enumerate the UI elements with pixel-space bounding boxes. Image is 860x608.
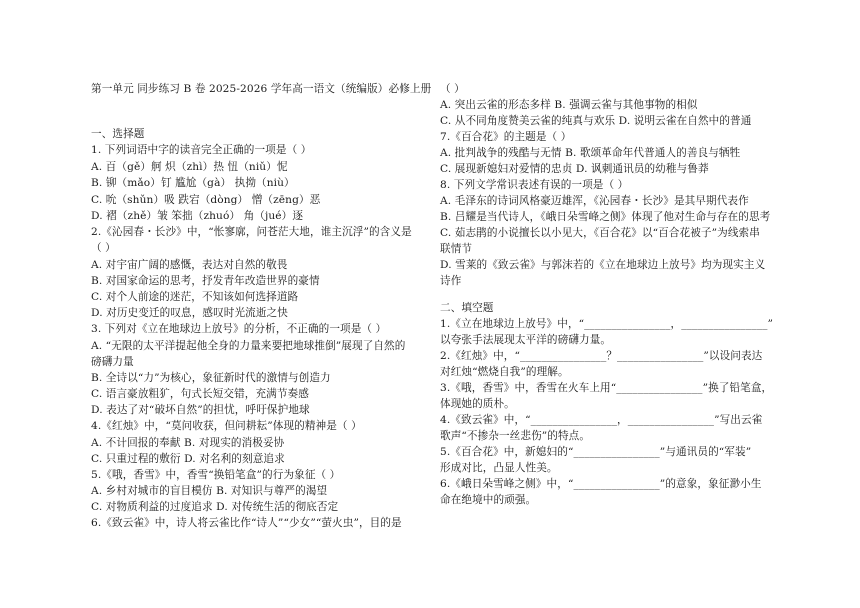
right-line: 5.《百合花》中，新媳妇的“________________”与通讯员的“军装” [440, 446, 752, 458]
left-line: C. 对个人前途的迷茫，不知该如何选择道路 [91, 291, 299, 303]
left-line: D. 对历史变迁的叹息，感叹时光流逝之快 [91, 307, 288, 319]
right-line: 1.《立在地球边上放号》中，“________________，________________” [440, 318, 774, 330]
right-line: A. 突出云雀的形态多样 B. 强调云雀与其他事物的相似 [440, 99, 698, 111]
right-line: 7.《百合花》的主题是（ ） [440, 131, 572, 143]
right-line: A. 毛泽东的诗词风格豪迈雄浑，《沁园春・长沙》是其早期代表作 [440, 195, 749, 207]
right-line: （ ） [440, 83, 465, 95]
right-line: B. 吕耀是当代诗人，《峨日朵雪峰之侧》体现了他对生命与存在的思考 [440, 211, 771, 223]
left-line: 3. 下列对《立在地球边上放号》的分析，不正确的一项是（ ） [91, 323, 387, 335]
right-line: 6.《峨日朵雪峰之侧》中，“________________”的意象，象征渺小生 [440, 478, 762, 490]
left-line: A. 不计回报的奉献 B. 对现实的消极妥协 [91, 437, 285, 449]
left-line: C. 语言豪放粗犷，句式长短交错，充满节奏感 [91, 388, 309, 400]
left-line: 4.《红烛》中，“莫问收获，但问耕耘”体现的精神是（ ） [91, 420, 362, 432]
left-line: 磅礴力量 [91, 356, 134, 368]
left-line: A. 对宇宙广阔的感慨，表达对自然的敬畏 [91, 259, 288, 271]
right-line: 2.《红烛》中，“________________？________________”以设问表达 [440, 350, 763, 362]
left-line: B. 铆（mǎo）钉 尴尬（gà） 执拗（niù） [91, 177, 295, 189]
left-line: 5.《哦，香雪》中，香雪“换铅笔盒”的行为象征（ ） [91, 469, 341, 481]
right-line: 诗作 [440, 275, 462, 287]
left-line: D. 褶（zhě）皱 笨拙（zhuó） 角（jué）逐 [91, 210, 304, 222]
left-line: 2.《沁园春・长沙》中，“怅寥廓，问苍茫大地，谁主沉浮”的含义是 [91, 226, 412, 238]
left-line: B. 全诗以“力”为核心，象征新时代的激情与创造力 [91, 372, 331, 384]
left-line: （ ） [91, 242, 116, 254]
right-line: 二、填空题 [440, 302, 494, 314]
right-line: 3.《哦，香雪》中，香雪在火车上用“________________”换了铅笔盒， [440, 382, 773, 394]
right-line: D. 雪莱的《致云雀》与郭沫若的《立在地球边上放号》均为现实主义 [440, 259, 766, 271]
right-line: 形成对比，凸显人性美。 [440, 462, 558, 474]
right-line: 4.《致云雀》中，“________________，________________”写出云雀 [440, 414, 763, 426]
left-line: 6.《致云雀》中，诗人将云雀比作“诗人”“少女”“萤火虫”，目的是 [91, 517, 402, 529]
left-line: C. 吮（shǔn）吸 跌宕（dòng） 憎（zēng）恶 [91, 194, 321, 206]
left-line: C. 只重过程的敷衍 D. 对名利的刻意追求 [91, 453, 285, 465]
left-line: A. “无限的太平洋提起他全身的力量来要把地球推倒”展现了自然的 [91, 340, 406, 352]
right-line: 8. 下列文学常识表述有误的一项是（ ） [440, 179, 629, 191]
right-line: 歌声“不掺杂一丝悲伤”的特点。 [440, 430, 591, 442]
left-line: D. 表达了对“破坏自然”的担忧，呼吁保护地球 [91, 404, 310, 416]
left-line: C. 对物质利益的过度追求 D. 对传统生活的彻底否定 [91, 501, 339, 513]
left-line: A. 乡村对城市的盲目模仿 B. 对知识与尊严的渴望 [91, 485, 328, 497]
right-line: 命在绝境中的顽强。 [440, 494, 537, 506]
left-line: A. 百（gě）舸 炽（zhì）热 忸（niǔ）怩 [91, 161, 288, 173]
right-line: C. 从不同角度赞美云雀的纯真与欢乐 D. 说明云雀在自然中的普通 [440, 115, 752, 127]
right-line: C. 茹志鹃的小说擅长以小见大，《百合花》以“百合花被子”为线索串 [440, 227, 760, 239]
document-title: 第一单元 同步练习 B 卷 2025-2026 学年高一语文（统编版）必修上册 [91, 83, 432, 95]
left-line: 一、选择题 [91, 128, 145, 140]
right-line: 对红烛“燃烧自我”的理解。 [440, 366, 569, 378]
left-line: 1. 下列词语中字的读音完全正确的一项是（ ） [91, 144, 312, 156]
right-line: 以夸张手法展现太平洋的磅礴力量。 [440, 334, 612, 346]
left-line: B. 对国家命运的思考，抒发青年改造世界的豪情 [91, 275, 320, 287]
right-line: 联情节 [440, 243, 473, 255]
right-line: 体现她的质朴。 [440, 398, 515, 410]
right-line: C. 展现新媳妇对爱情的忠贞 D. 讽刺通讯员的幼稚与鲁莽 [440, 163, 709, 175]
right-line: A. 批判战争的残酷与无情 B. 歌颂革命年代普通人的善良与牺牲 [440, 147, 741, 159]
